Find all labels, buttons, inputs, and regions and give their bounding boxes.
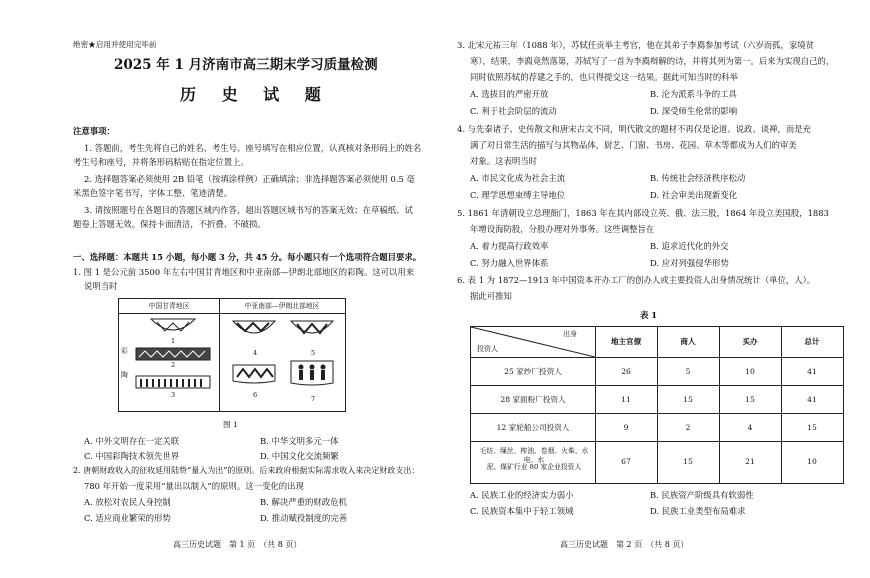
table-cell: 4 xyxy=(747,423,753,432)
table-row-label: 28 家面粉厂投资人 xyxy=(500,395,566,404)
table-1 xyxy=(470,326,844,484)
q2-option-d: D. 推动赋役制度的完善 xyxy=(260,513,348,523)
table-cell: 41 xyxy=(807,367,817,376)
q3-option-d: D. 深受师生伦常的影响 xyxy=(650,106,738,116)
q5-stem-b: 年增设海防股，分股办理对外事务。这些调整旨在 xyxy=(470,224,655,234)
table-cell: 11 xyxy=(621,395,631,404)
q5-option-a: A. 着力提高行政效率 xyxy=(470,241,549,251)
fig-num-4: 4 xyxy=(253,349,258,357)
exam-title: 2025 年 1 月济南市高三期末学习质量检测 xyxy=(114,57,378,73)
q5-stem-a: 5. 1861 年清朝设立总理衙门，1863 年在其内部设立英、俄、法三股，1864 年设立美国股，1883 xyxy=(457,208,829,218)
table-cell: 5 xyxy=(685,367,691,376)
q4-option-d: D. 社会审美出现新变化 xyxy=(650,190,738,200)
q5-option-d: D. 应对列强侵华形势 xyxy=(650,258,729,268)
q6-stem-b: 据此可推知 xyxy=(470,291,512,301)
q1-stem-b: 说明当时 xyxy=(84,281,118,291)
note-1a: 1. 答题前，考生先将自己的姓名、考生号、座号填写在相应位置，认真核对条形码上的姓名 xyxy=(84,143,422,153)
exam-subtitle: 历 史 试 题 xyxy=(180,85,331,104)
q1-option-d: D. 中国文化交流频繁 xyxy=(260,451,339,461)
q3-option-a: A. 选拔目的严密开放 xyxy=(470,89,549,99)
q5-option-c: C. 努力融入世界体系 xyxy=(470,258,549,268)
q4-option-b: B. 传统社会经济秩序松动 xyxy=(650,173,746,183)
figure-caption: 图 1 xyxy=(223,420,238,429)
q1-stem-a: 1. 图 1 是公元前 3500 年左右中国甘青地区和中亚南部—伊朗北部地区的彩陶。这可以用来 xyxy=(73,267,415,277)
q2-stem-a: 2. 唐朝财政收入的征收延用陆贽“量入为出”的原则。后来政府根据实际需求收入来决定财政支出： xyxy=(73,466,420,475)
pottery-band-icon xyxy=(135,347,211,361)
table-cell: 15 xyxy=(745,395,755,404)
q3-option-c: C. 利于社会阶层的流动 xyxy=(470,106,557,116)
fig-num-6: 6 xyxy=(253,391,258,399)
q4-option-c: C. 理学思想束缚主导地位 xyxy=(470,190,566,200)
table-row-label: 25 家纱厂投资人 xyxy=(504,367,562,376)
pottery-shard-icon xyxy=(231,363,277,385)
pottery-dancers-icon xyxy=(135,375,211,389)
q5-option-b: B. 追求近代化的外交 xyxy=(650,241,729,251)
q4-stem-c: 对象。这表明当时 xyxy=(470,156,537,166)
q6-option-c: C. 民族资本集中于轻工领域 xyxy=(470,506,574,516)
q4-option-a: A. 市民文化成为社会主流 xyxy=(470,173,566,183)
q3-stem-b: 寒），结果，李廌竟然落第，苏轼写了一首为李廌辩解的诗，并将其列为第一。后来为实现自己的， xyxy=(470,56,835,66)
table-cell: 41 xyxy=(807,395,817,404)
q1-option-a: A. 中外文明存在一定关联 xyxy=(84,436,180,446)
table-cell: 10 xyxy=(807,457,817,466)
q1-option-b: B. 中华文明多元一体 xyxy=(260,436,339,446)
figure-header-left: 中国甘青地区 xyxy=(119,299,219,314)
table-caption: 表 1 xyxy=(640,310,658,320)
q2-option-b: B. 解决严重的财政危机 xyxy=(260,497,347,507)
q4-stem-a: 4. 与先秦诸子、史传散文和唐宋古文不同，明代散文的题材不再仅是论道、说政、谈禅，而是充 xyxy=(457,124,812,134)
table-cell: 26 xyxy=(621,367,631,376)
right-page xyxy=(440,0,870,578)
q2-option-c: C. 适应商业繁荣的形势 xyxy=(84,513,171,523)
table-cell: 15 xyxy=(807,423,817,432)
table-row-label: 泥、煤矿行业 80 家企业投资人 xyxy=(486,463,582,471)
pottery-bowl-icon xyxy=(289,319,335,341)
section-heading: 一、选择题：本题共 15 小题，每小题 3 分，共 45 分。每小题只有一个选项符合题目要求。 xyxy=(73,252,422,262)
q6-stem-a: 6. 表 1 为 1872—1913 年中国资本开办工厂的创办人或主要投资人出身情况统计（单位，人）。 xyxy=(457,275,816,285)
note-2b: 米黑色签字笔书写，字体工整、笔迹清楚。 xyxy=(73,188,233,198)
q2-stem-b: 780 年开始一度采用“量出以制入”的原则。这一变化的出现 xyxy=(84,481,304,491)
q3-option-b: B. 沦为派系斗争的工具 xyxy=(650,89,737,99)
note-1b: 考生号和座号，并将条形码粘贴在指定位置上。 xyxy=(73,157,249,167)
figure-1-pottery xyxy=(118,298,346,412)
table-col-header: 买办 xyxy=(742,337,758,346)
q3-stem-c: 同时依照苏轼的荐建之手的，也只得提交这一结果。据此可知当时的科举 xyxy=(470,72,738,82)
fig-num-2: 2 xyxy=(171,361,176,369)
table-row-label: 12 家轮船公司投资人 xyxy=(496,423,570,432)
pottery-figures-icon xyxy=(289,359,335,387)
q6-option-b: B. 民族资产阶级具有软弱性 xyxy=(650,490,754,500)
q3-stem-a: 3. 北宋元祐三年（1088 年），苏轼任贡举主考官，他在其弟子李廌参加考试（六岁而孤，家境贫 xyxy=(457,40,815,50)
q6-option-a: A. 民族工业的经济实力弱小 xyxy=(470,490,574,500)
fig-num-5: 5 xyxy=(311,349,316,357)
table-corner-bottom: 投资人 xyxy=(477,345,498,353)
table-cell: 10 xyxy=(745,367,755,376)
table-col-header: 总计 xyxy=(804,337,820,346)
table-corner-top: 出身 xyxy=(563,330,577,338)
figure-header-right: 中亚南部—伊朗北部地区 xyxy=(219,299,345,314)
page-footer: 高三历史试题 第 1 页 （共 8 页） xyxy=(173,540,302,549)
table-cell: 2 xyxy=(685,423,691,432)
note-2a: 2. 选择题答案必须使用 2B 铅笔（按填涂样例）正确填涂；非选择题答案必须使用 0.5 毫 xyxy=(84,174,415,184)
fig-num-3: 3 xyxy=(171,391,176,399)
confidential-label: 绝密★启用并使用完毕前 xyxy=(73,40,157,49)
table-cell: 21 xyxy=(745,457,755,466)
q1-option-c: C. 中国彩陶技术领先世界 xyxy=(84,451,180,461)
figure-side-label: 彩陶 xyxy=(121,347,128,379)
notes-title: 注意事项： xyxy=(73,126,115,136)
note-3b: 题卷上答题无效。保持卡面清洁，不折叠、不破损。 xyxy=(73,219,266,229)
table-col-header: 商人 xyxy=(680,337,696,346)
q2-option-a: A. 放松对农民人身控制 xyxy=(84,497,171,507)
fig-num-1: 1 xyxy=(171,337,176,345)
table-cell: 15 xyxy=(683,395,693,404)
pottery-bowl-icon xyxy=(231,319,277,341)
note-3a: 3. 请按照题号在各题目的答题区域内作答，超出答题区域书写的答案无效；在草稿纸、试 xyxy=(84,205,413,215)
table-cell: 67 xyxy=(621,457,631,466)
q4-stem-b: 满了对日常生活的描写与其物品体，厨艺、门窗、书房、花园、草木等都成为人们的审美 xyxy=(470,140,797,150)
fig-num-7: 7 xyxy=(311,395,316,403)
table-row-label: 毛纺、缫丝、榨油、卷烟、火柴、水电、水 xyxy=(479,447,589,464)
table-cell: 9 xyxy=(623,423,629,432)
page-footer: 高三历史试题 第 2 页 （共 8 页） xyxy=(560,540,689,549)
table-cell: 15 xyxy=(683,457,693,466)
pottery-bowl-icon xyxy=(149,317,197,337)
table-col-header: 地主官僚 xyxy=(610,337,642,346)
q6-option-d: D. 民族工业类型布局难求 xyxy=(650,506,746,516)
